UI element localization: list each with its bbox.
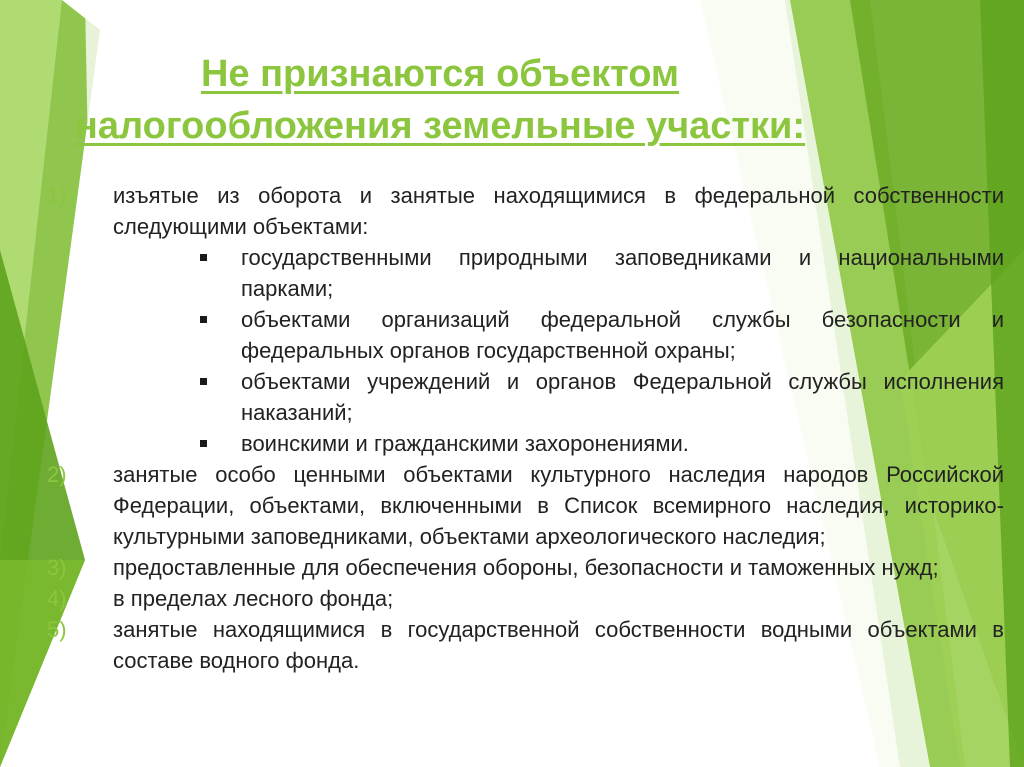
title-line-2: налогообложения земельные участки: [74, 105, 806, 147]
list-item-2 [0, 459, 1004, 552]
list-item-4 [0, 583, 1004, 614]
square-bullet-icon [200, 316, 207, 323]
item-text: предоставленные для обеспечения обороны, безопасности и таможенных нужд; [113, 555, 939, 580]
sub-item-text: объектами учреждений и органов Федеральной службы исполнения наказаний; [241, 369, 1004, 425]
square-bullet-icon [200, 378, 207, 385]
list-item-1 [0, 180, 1004, 242]
sub-item-1 [0, 242, 1004, 304]
square-bullet-icon [200, 254, 207, 261]
item-text: в пределах лесного фонда; [113, 586, 394, 611]
sub-item-text: объектами организаций федеральной службы безопасности и федеральных органов государственной охраны; [241, 307, 1004, 363]
sub-item-text: воинскими и гражданскими захоронениями. [241, 431, 689, 456]
sub-item-text: государственными природными заповедниками и национальными парками; [241, 245, 1004, 301]
item-text: занятые особо ценными объектами культурного наследия народов Российской Федерации, объектами, включенными в Список всемирного наследия, историко-культурными заповедниками, объектами археологического наследия; [113, 462, 1004, 549]
sub-item-2 [0, 304, 1004, 366]
list-item-3 [0, 552, 1004, 583]
sub-item-4 [0, 428, 1004, 459]
content-list [0, 180, 1024, 676]
item-text: занятые находящимися в государственной собственности водными объектами в составе водного фонда. [113, 617, 1004, 673]
item-number: 4) [47, 586, 67, 611]
sub-item-3 [0, 366, 1004, 428]
item-number: 5) [47, 617, 67, 642]
item-number: 2) [47, 462, 67, 487]
square-bullet-icon [200, 440, 207, 447]
list-item-5 [0, 614, 1004, 676]
item-text: изъятые из оборота и занятые находящимися в федеральной собственности следующими объектами: [113, 183, 1004, 239]
item-number: 1) [47, 183, 67, 208]
item-number: 3) [47, 555, 67, 580]
title-line-1: Не признаются объектом [200, 53, 680, 95]
slide-title [60, 48, 820, 152]
